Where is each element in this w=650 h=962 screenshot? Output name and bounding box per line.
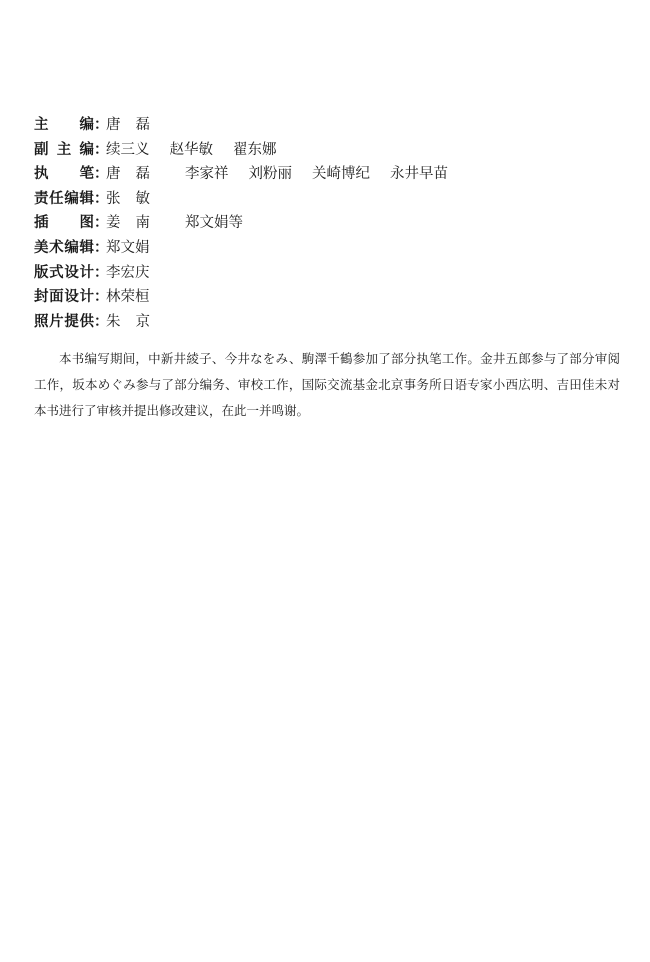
credit-row-chief-editor xyxy=(34,113,594,138)
credit-name: 续三义 xyxy=(106,141,150,158)
credit-names xyxy=(106,187,165,212)
credit-colon: ： xyxy=(94,238,109,256)
credit-name: 郑文娟等 xyxy=(185,215,243,232)
credit-name: 张敏 xyxy=(106,190,165,207)
credit-label: 美术编辑 xyxy=(34,238,94,256)
credit-name: 关崎博纪 xyxy=(312,166,370,183)
credit-colon: ： xyxy=(94,214,109,232)
credit-row-associate-editor xyxy=(34,138,594,163)
credit-name: 赵华敏 xyxy=(169,141,213,158)
credit-name: 永井早苗 xyxy=(390,166,448,183)
credit-row-layout-design xyxy=(34,261,594,286)
credit-colon: ： xyxy=(94,140,109,158)
credit-row-cover-design xyxy=(34,285,594,310)
acknowledgement-text: 本书编写期间，中新井綾子、今井なをみ、駒澤千鶴参加了部分执笔工作。金井五郎参与了部分审阅工作，坂本めぐみ参与了部分编务、审校工作，国际交流基金北京事务所日语专家小西広明、吉田佳未对本书进行了审核并提出修改建议，在此一并鸣谢。 xyxy=(34,351,620,418)
credit-label: 版式设计 xyxy=(34,263,94,281)
credit-names xyxy=(106,285,150,310)
credit-names xyxy=(106,113,165,138)
credit-label: 照片提供 xyxy=(34,312,94,330)
credit-name: 朱京 xyxy=(106,313,165,330)
credit-colon: ： xyxy=(94,189,109,207)
credit-row-art-editor xyxy=(34,236,594,261)
credits-list xyxy=(34,113,594,334)
credit-label: 插 图 xyxy=(34,214,94,232)
credit-names xyxy=(106,261,150,286)
credit-colon: ： xyxy=(94,312,109,330)
credit-colon: ： xyxy=(94,165,109,183)
credit-names xyxy=(106,162,448,187)
credit-label: 封面设计 xyxy=(34,288,94,306)
credit-label: 副 主 编 xyxy=(34,140,94,158)
credit-name: 郑文娟 xyxy=(106,239,150,256)
credit-colon: ： xyxy=(94,116,109,133)
credit-name: 林荣桓 xyxy=(106,289,150,306)
credit-colon: ： xyxy=(94,263,109,281)
credit-name: 翟东娜 xyxy=(233,141,277,158)
credit-row-writers xyxy=(34,162,594,187)
credit-names xyxy=(106,236,150,261)
credit-colon: ： xyxy=(94,288,109,306)
credit-names xyxy=(106,138,277,163)
credit-label: 执 笔 xyxy=(34,165,94,183)
credit-row-photos xyxy=(34,310,594,335)
credit-name: 刘粉丽 xyxy=(248,166,292,183)
credit-names xyxy=(106,211,243,236)
acknowledgement-paragraph xyxy=(34,346,620,424)
credit-name: 李家祥 xyxy=(185,166,229,183)
credit-row-illustration xyxy=(34,211,594,236)
credit-label: 责任编辑 xyxy=(34,189,94,207)
credit-names xyxy=(106,310,165,335)
credit-name: 李宏庆 xyxy=(106,264,150,281)
credit-name: 姜南 xyxy=(106,215,165,232)
credit-label: 主 编 xyxy=(34,116,94,133)
credit-name: 唐磊 xyxy=(106,117,165,133)
credit-row-responsible-editor xyxy=(34,187,594,212)
credit-name: 唐磊 xyxy=(106,166,165,183)
